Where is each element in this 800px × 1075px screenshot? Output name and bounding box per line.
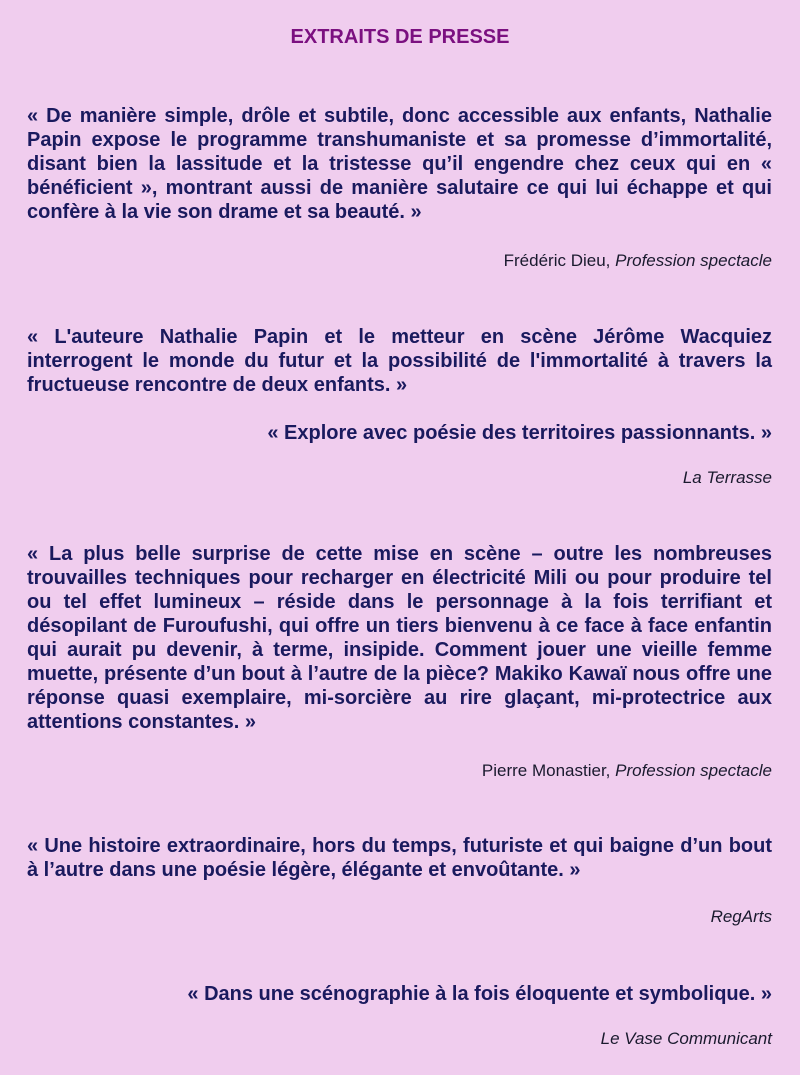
press-quote-2: « L'auteure Nathalie Papin et le metteur en scène Jérôme Wacquiez interrogent le monde du futur et la possibilité de l'immortalité à travers la fructueuse rencontre de deux enfants. » — [27, 326, 772, 396]
credit-author: Pierre Monastier, — [481, 761, 616, 780]
press-quote-3: « La plus belle surprise de cette mise en scène – outre les nombreuses trouvailles techniques pour recharger en électricité Mili ou pour produire tel ou tel effet lumineux – réside dans le personnage à la fois terrifiant et désopilant de Furoufushi, qui offre un tiers bienvenu à ce face à face enfantin qui aurait pu devenir, à terme, insipide. Comment jouer une vieille femme muette, présente d’un bout à l’autre de la pièce? Makiko Kawaï nous offre une réponse quasi exemplaire, mi-sorcière au rire glaçant, mi-protectrice aux attentions constantes. » — [27, 543, 772, 733]
press-credit-2 — [683, 468, 772, 488]
credit-publication: RegArts — [710, 907, 772, 926]
credit-publication: Profession spectacle — [615, 251, 772, 270]
press-quote-5: « Dans une scénographie à la fois éloquente et symbolique. » — [187, 983, 772, 1005]
press-quote-1: « De manière simple, drôle et subtile, donc accessible aux enfants, Nathalie Papin expose le programme transhumaniste et sa promesse d’immortalité, disant bien la lassitude et la tristesse qu’il engendre chez ceux qui en « bénéficient », montrant aussi de manière salutaire ce qui lui échappe et qui confère à la vie son drame et sa beauté. » — [27, 105, 772, 223]
credit-author: Frédéric Dieu, — [503, 251, 616, 270]
credit-publication: Profession spectacle — [615, 761, 772, 780]
press-credit-5 — [601, 1029, 772, 1049]
press-credit-3 — [482, 761, 772, 781]
page-title: EXTRAITS DE PRESSE — [290, 26, 510, 48]
press-credit-4 — [711, 907, 772, 927]
press-quote-2b: « Explore avec poésie des territoires passionnants. » — [267, 422, 772, 444]
credit-publication: La Terrasse — [682, 468, 772, 487]
press-quote-4: « Une histoire extraordinaire, hors du temps, futuriste et qui baigne d’un bout à l’autre dans une poésie légère, élégante et envoûtante. » — [27, 835, 772, 881]
press-credit-1 — [504, 251, 772, 271]
credit-publication: Le Vase Communicant — [600, 1029, 772, 1048]
